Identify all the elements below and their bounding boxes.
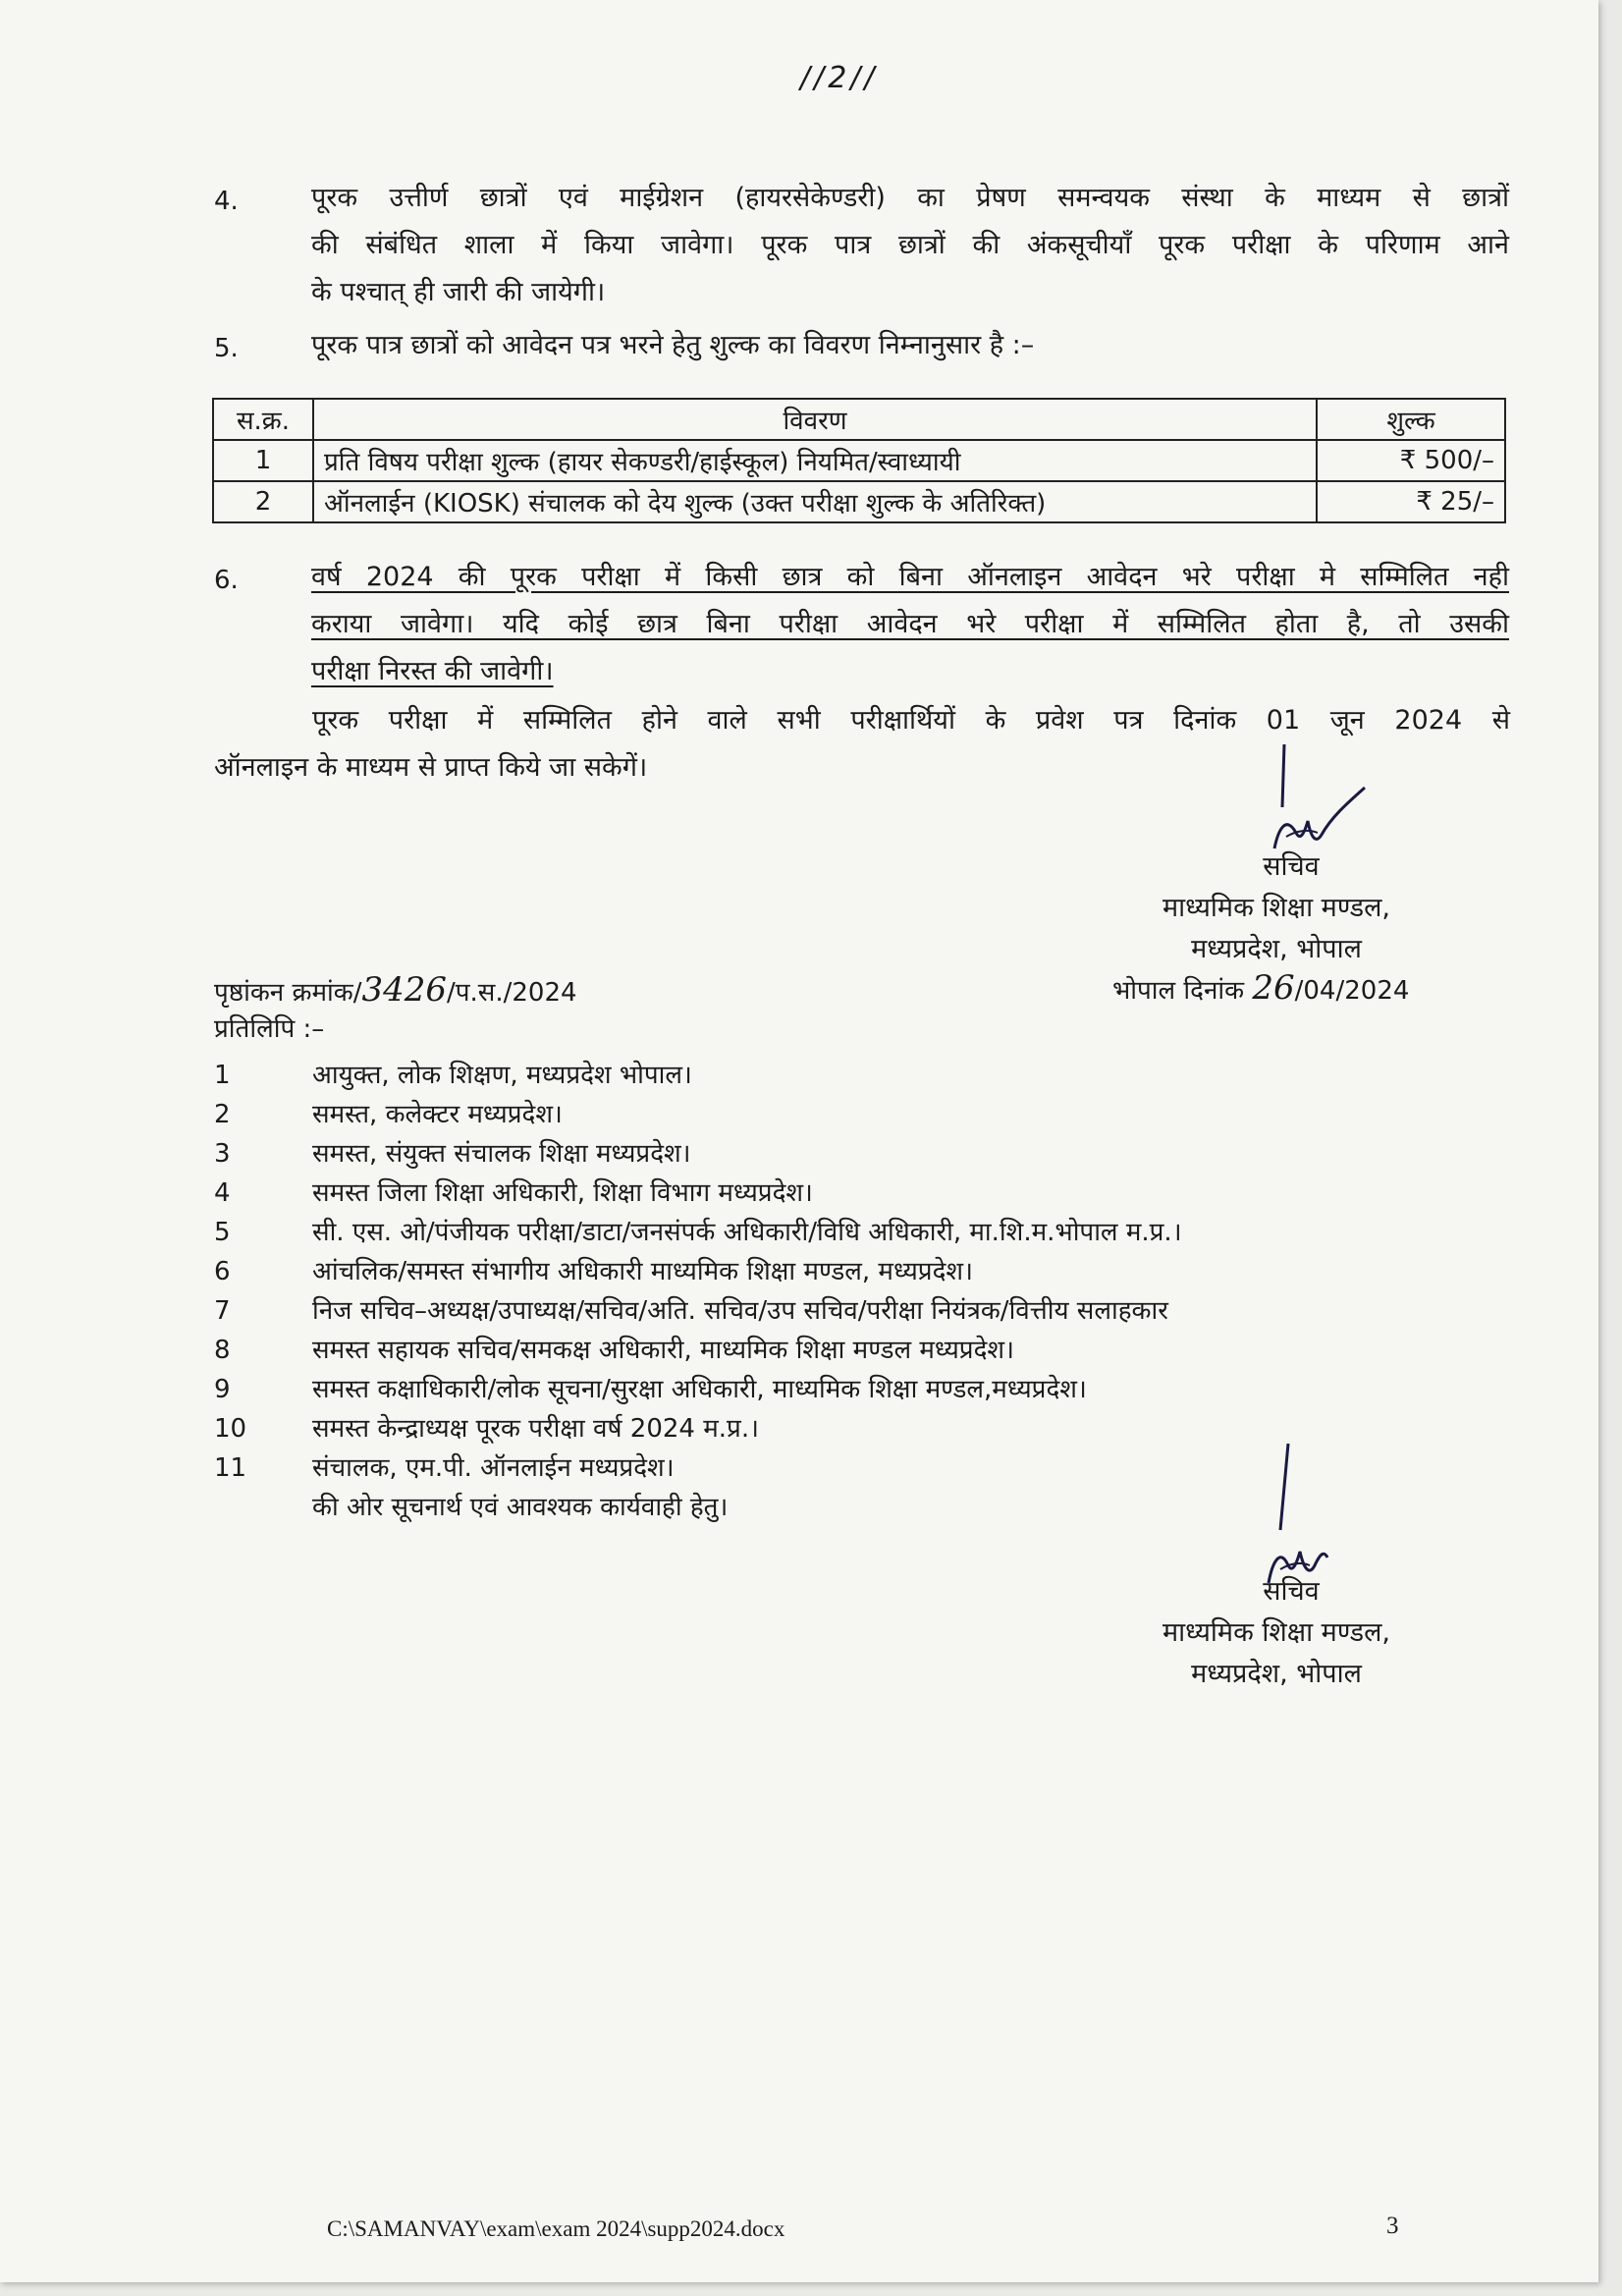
list-item: 3 समस्त, संयुक्त संचालक शिक्षा मध्यप्रदेश। (214, 1139, 691, 1169)
para-4-line-2: की संबंधित शाला में किया जावेगा। पूरक पात्र छात्रों की अंकसूचीयाँ पूरक परीक्षा के परिणाम आने (311, 230, 1509, 260)
admit-line-1: पूरक परीक्षा में सम्मिलित होने वाले सभी परीक्षार्थियों के प्रवेश पत्र दिनांक 01 जून 2024 से (312, 705, 1510, 736)
list-item: 11 संचालक, एम.पी. ऑनलाईन मध्यप्रदेश। (214, 1453, 675, 1483)
signature-block-2 (1119, 1571, 1433, 1695)
para-6 (311, 554, 1509, 695)
para-6-line-2: कराया जावेगा। यदि कोई छात्र बिना परीक्षा आवेदन भरे परीक्षा में सम्मिलित होता है, तो उसकी (311, 609, 1509, 639)
signatory-place: मध्यप्रदेश, भोपाल (1191, 934, 1362, 964)
endorsement-date: भोपाल दिनांक 26/04/2024 (1112, 968, 1410, 1008)
row-sno: 2 (213, 481, 313, 522)
list-item: 4 समस्त जिला शिक्षा अधिकारी, शिक्षा विभाग मध्यप्रदेश। (214, 1178, 813, 1208)
list-item: 10 समस्त केन्द्राध्यक्ष पूरक परीक्षा वर्ष 2024 म.प्र.। (214, 1414, 759, 1444)
handwritten-number: 3426 (361, 970, 447, 1010)
signatory-org: माध्यमिक शिक्षा मण्डल, (1162, 1617, 1390, 1648)
list-item-closing: की ओर सूचनार्थ एवं आवश्यक कार्यवाही हेतु। (312, 1493, 729, 1522)
list-item: 1 आयुक्त, लोक शिक्षण, मध्यप्रदेश भोपाल। (214, 1061, 692, 1090)
signatory-org: माध्यमिक शिक्षा मण्डल, (1162, 893, 1390, 923)
row-desc: ऑनलाईन (KIOSK) संचालक को देय शुल्क (उक्त परीक्षा शुल्क के अतिरिक्त) (313, 481, 1317, 522)
para-4 (311, 175, 1509, 316)
row-fee: ₹ 500/– (1317, 440, 1505, 481)
signature-1 (1257, 738, 1375, 856)
page-number: 3 (1386, 2213, 1399, 2239)
table-row (213, 481, 1505, 522)
row-sno: 1 (213, 440, 313, 481)
list-item: 7 निज सचिव–अध्यक्ष/उपाध्यक्ष/सचिव/अति. सचिव/उप सचिव/परीक्षा नियंत्रक/वित्तीय सलाहकार (214, 1296, 1168, 1326)
fee-table-header (213, 399, 1505, 440)
list-item: 9 समस्त कक्षाधिकारी/लोक सूचना/सुरक्षा अधिकारी, माध्यमिक शिक्षा मण्डल,मध्यप्रदेश। (214, 1375, 1087, 1404)
footer-file-path: C:\SAMANVAY\exam\exam 2024\supp2024.docx (327, 2216, 785, 2241)
para-6-number: 6. (214, 566, 239, 595)
admit-line-2: ऑनलाइन के माध्यम से प्राप्त किये जा सकेगें। (214, 752, 648, 783)
para-4-line-3: के पश्चात् ही जारी की जायेगी। (311, 277, 606, 307)
col-header-fee: शुल्क (1317, 399, 1505, 440)
list-item: 2 समस्त, कलेक्टर मध्यप्रदेश। (214, 1100, 563, 1129)
endorsement-number: पृष्ठांकन क्रमांक/3426/प.स./2024 (214, 970, 577, 1010)
copy-to-heading: प्रतिलिपि :– (214, 1014, 325, 1044)
col-header-sno: स.क्र. (213, 399, 313, 440)
signatory-title: सचिव (1263, 1576, 1320, 1607)
table-row (213, 440, 1505, 481)
signature-block-1 (1119, 847, 1433, 970)
para-5-text: पूरक पात्र छात्रों को आवेदन पत्र भरने हेतु शुल्क का विवरण निम्नानुसार है :– (311, 330, 1035, 360)
list-item: 8 समस्त सहायक सचिव/समकक्ष अधिकारी, माध्यमिक शिक्षा मण्डल मध्यप्रदेश। (214, 1336, 1014, 1365)
handwritten-day: 26 (1252, 968, 1295, 1008)
signatory-title: सचिव (1263, 851, 1320, 882)
signatory-place: मध्यप्रदेश, भोपाल (1191, 1659, 1362, 1689)
fee-table (212, 398, 1506, 523)
para-4-number: 4. (214, 187, 239, 216)
row-desc: प्रति विषय परीक्षा शुल्क (हायर सेकण्डरी/हाईस्कूल) नियमित/स्वाध्यायी (313, 440, 1317, 481)
col-header-desc: विवरण (313, 399, 1317, 440)
row-fee: ₹ 25/– (1317, 481, 1505, 522)
para-4-line-1: पूरक उत्तीर्ण छात्रों एवं माईग्रेशन (हायरसेकेण्डरी) का प्रेषण समन्वयक संस्था के माध्यम से छात्रों (311, 183, 1509, 213)
signature-2 (1247, 1440, 1355, 1587)
para-6-line-3: परीक्षा निरस्त की जावेगी। (311, 656, 554, 686)
list-item: 6 आंचलिक/समस्त संभागीय अधिकारी माध्यमिक शिक्षा मण्डल, मध्यप्रदेश। (214, 1257, 973, 1286)
para-5 (311, 322, 1509, 369)
para-5-number: 5. (214, 334, 239, 363)
page-marker: //2// (800, 61, 879, 95)
list-item: 5 सी. एस. ओ/पंजीयक परीक्षा/डाटा/जनसंपर्क अधिकारी/विधि अधिकारी, मा.शि.म.भोपाल म.प्र.। (214, 1218, 1182, 1247)
para-6-line-1: वर्ष 2024 की पूरक परीक्षा में किसी छात्र को बिना ऑनलाइन आवेदन भरे परीक्षा मे सम्मिलित नही (311, 562, 1509, 592)
